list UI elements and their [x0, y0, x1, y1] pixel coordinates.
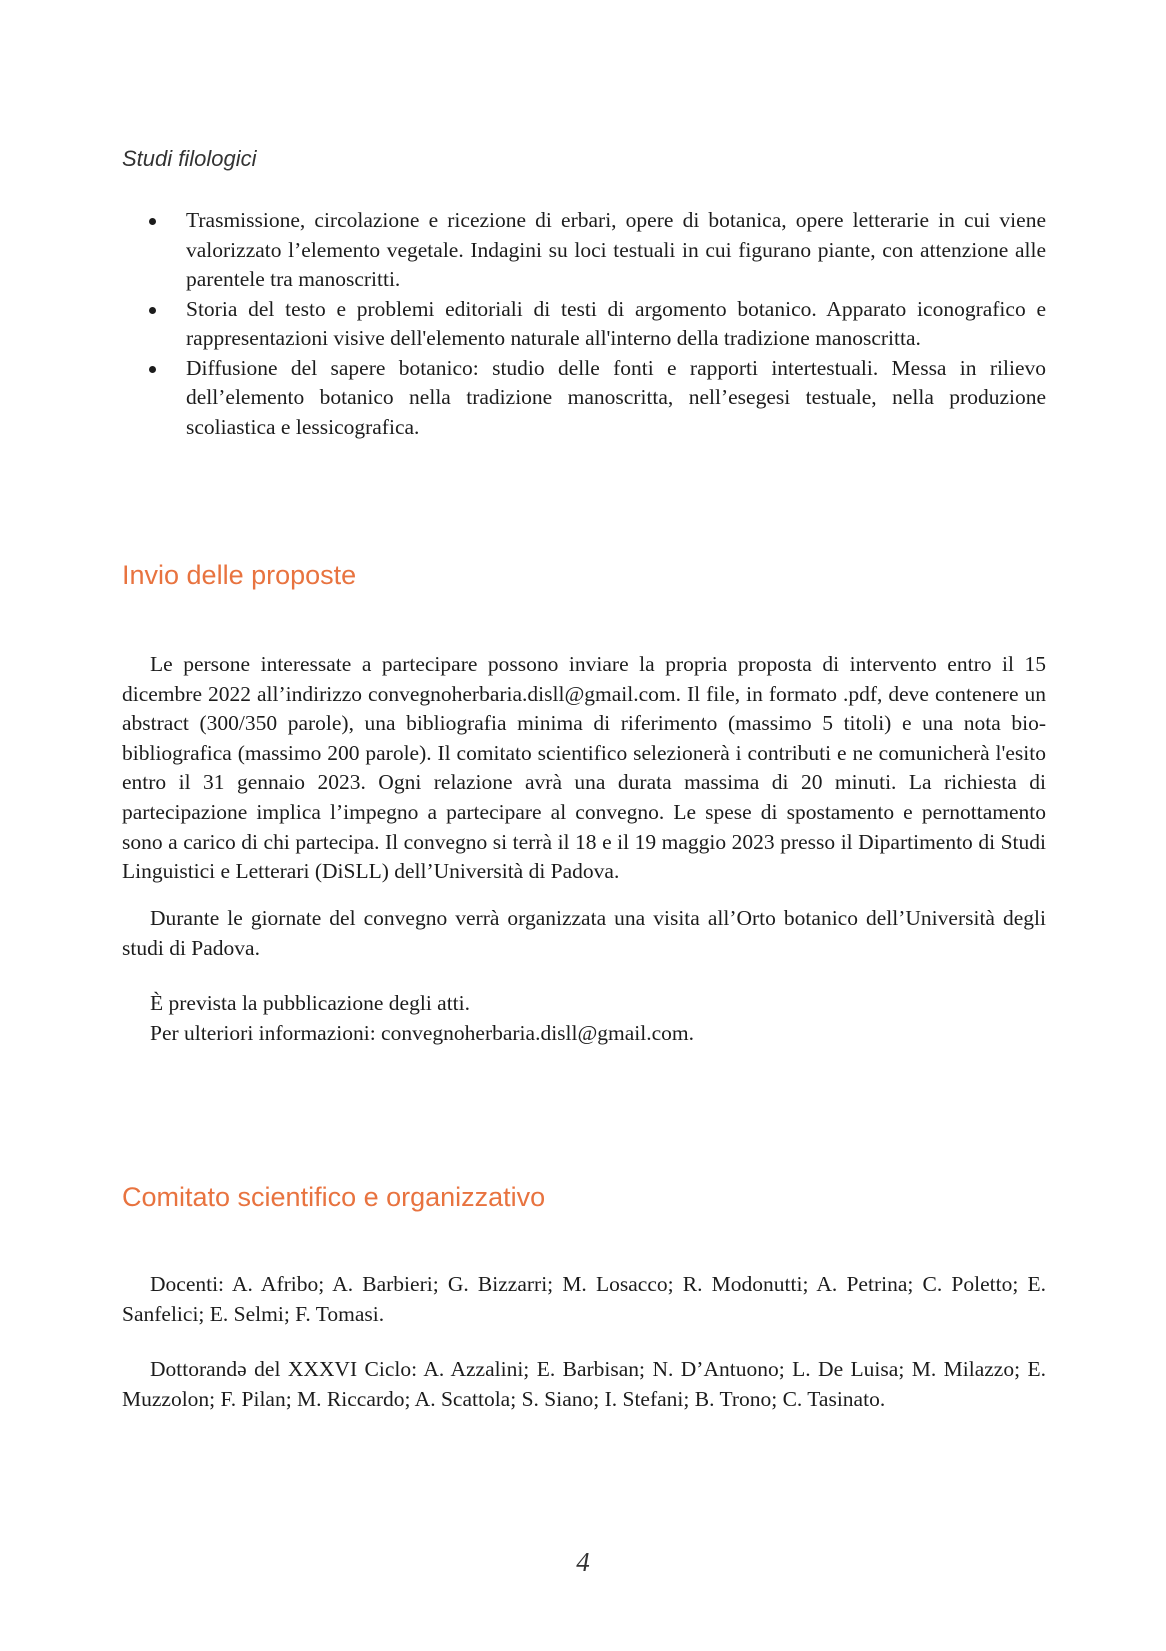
section-title-submissions: Invio delle proposte [122, 560, 357, 590]
committee-faculty: Docenti: A. Afribo; A. Barbieri; G. Bizzarri; M. Losacco; R. Modonutti; A. Petrina; C. Poletto; E. Sanfelici; E. Selmi; F. Tomasi. [122, 1272, 1046, 1326]
visit-paragraph: Durante le giornate del convegno verrà organizzata una visita all’Orto botanico dell’Università degli studi di Padova. [122, 906, 1046, 960]
publication-line: È prevista la pubblicazione degli atti. [150, 991, 471, 1015]
bullet-dot-icon [149, 366, 156, 373]
submissions-paragraph: Le persone interessate a partecipare possono inviare la propria proposta di intervento entro il 15 dicembre 2022 all’indirizzo convegnoherbaria.disll@gmail.com. Il file, in formato .pdf, deve contenere un abstract (300/350 parole), una bibliografia minima di riferimento (massimo 5 titoli) e una nota bio-bibliografica (massimo 200 parole). Il comitato scientifico selezionerà i contributi e ne comunicherà l'esito entro il 31 gennaio 2023. Ogni relazione avrà una durata massima di 20 minuti. La richiesta di partecipazione implica l’impegno a partecipare al convegno. Le spese di spostamento e pernottamento sono a carico di chi partecipa. Il convegno si terrà il 18 e il 19 maggio 2023 presso il Dipartimento di Studi Linguistici e Letterari (DiSLL) dell’Università di Padova. [122, 652, 1046, 884]
bullet-dot-icon [149, 307, 156, 314]
bullet-item [122, 295, 1046, 354]
topics-bullet-list [122, 206, 1046, 442]
bullet-item [122, 354, 1046, 443]
publication-notes [122, 989, 1046, 1048]
page-number: 4 [576, 1547, 590, 1577]
bullet-dot-icon [149, 218, 156, 225]
bullet-text: Trasmissione, circolazione e ricezione di erbari, opere di botanica, opere letterarie in cui viene valorizzato l’elemento vegetale. Indagini su loci testuali in cui figurano piante, con attenzione alle parentele tra manoscritti. [186, 208, 1046, 291]
subheading-studi-filologici: Studi filologici [122, 146, 257, 171]
bullet-item [122, 206, 1046, 295]
bullet-text: Storia del testo e problemi editoriali di testi di argomento botanico. Apparato iconografico e rappresentazioni visive dell'elemento naturale all'interno della tradizione manoscritta. [186, 296, 1046, 350]
section-title-committee: Comitato scientifico e organizzativo [122, 1182, 546, 1212]
bullet-text: Diffusione del sapere botanico: studio delle fonti e rapporti intertestuali. Messa in rilievo dell’elemento botanico nella tradizione manoscritta, nell’esegesi testuale, nella produzione scoliastica e lessicografica. [186, 355, 1046, 439]
committee-doctoral: Dottorandə del XXXVI Ciclo: A. Azzalini; E. Barbisan; N. D’Antuono; L. De Luisa; M. Milazzo; E. Muzzolon; F. Pilan; M. Riccardo; A. Scattola; S. Siano; I. Stefani; B. Trono; C. Tasinato. [122, 1357, 1046, 1411]
info-line: Per ulteriori informazioni: convegnoherbaria.disll@gmail.com. [150, 1020, 695, 1045]
